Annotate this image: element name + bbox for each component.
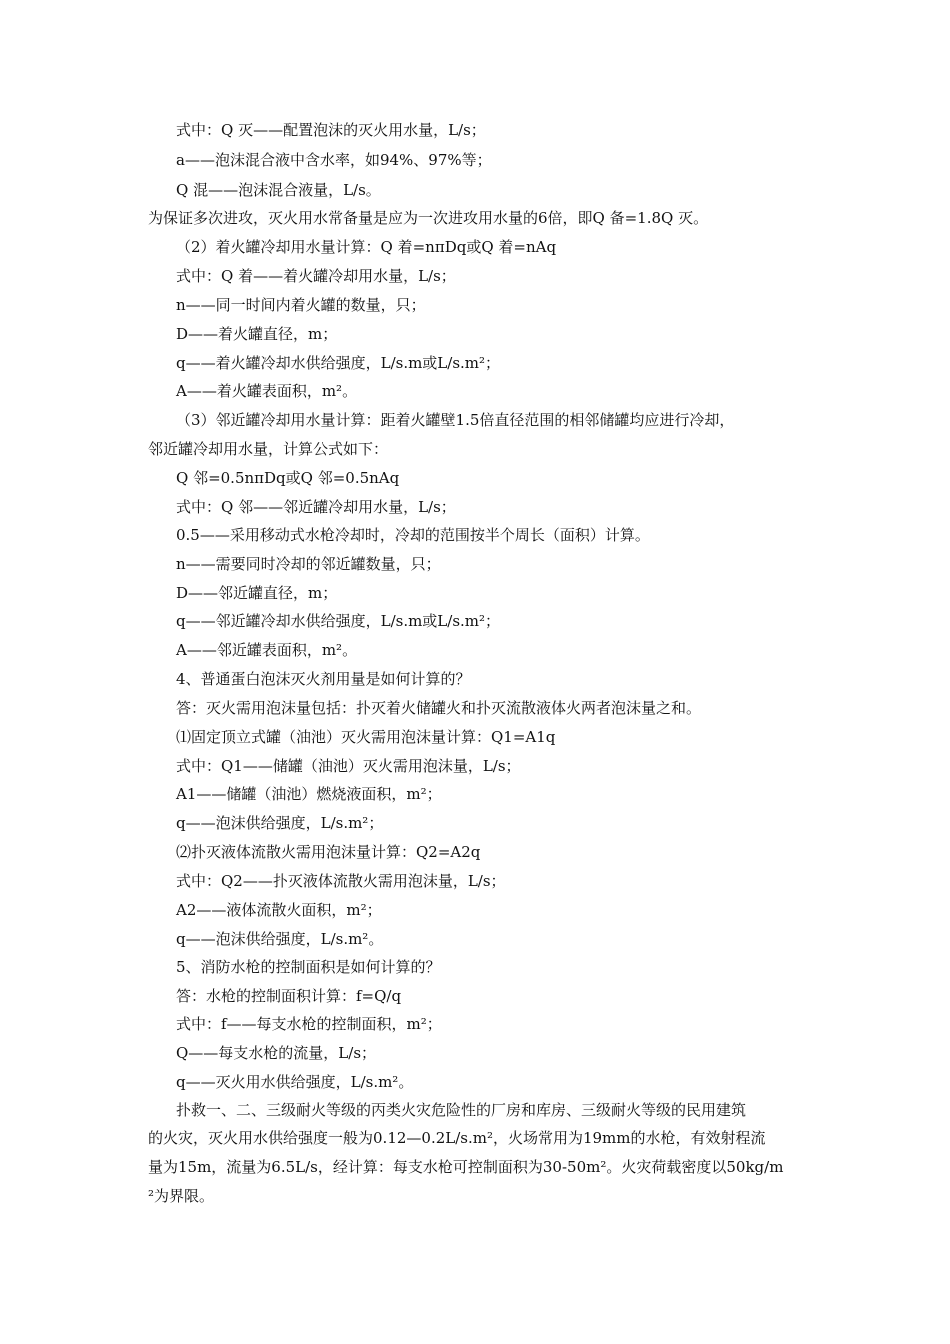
text-line: 5、消防水枪的控制面积是如何计算的？ <box>176 958 441 976</box>
text-line: q——着火罐冷却水供给强度，L/s.m或L/s.m²； <box>176 354 501 372</box>
text-line: 答：水枪的控制面积计算：f=Q/q <box>176 987 402 1005</box>
text-line: A1——储罐（油池）燃烧液面积，m²； <box>176 785 442 803</box>
text-line: q——邻近罐冷却水供给强度，L/s.m或L/s.m²； <box>176 612 501 630</box>
text-line: A——着火罐表面积，m²。 <box>176 382 358 400</box>
text-line: 式中：f——每支水枪的控制面积，m²； <box>176 1015 442 1033</box>
text-line: 0.5——采用移动式水枪冷却时，冷却的范围按半个周长（面积）计算。 <box>176 526 650 544</box>
text-line: ²为界限。 <box>148 1187 215 1205</box>
text-line: 的火灾，灭火用水供给强度一般为0.12—0.2L/s.m²，火场常用为19mm的水枪，有效射程流 <box>148 1129 766 1147</box>
text-line: 扑救一、二、三级耐火等级的丙类火灾危险性的厂房和库房、三级耐火等级的民用建筑 <box>176 1101 747 1119</box>
text-line: ⑵扑灭液体流散火需用泡沫量计算：Q2=A2q <box>176 843 481 861</box>
text-line: 4、普通蛋白泡沫灭火剂用量是如何计算的？ <box>176 670 471 688</box>
text-line: q——灭火用水供给强度，L/s.m²。 <box>176 1073 414 1091</box>
text-line: 式中：Q 灭——配置泡沫的灭火用水量，L/s； <box>176 121 486 139</box>
text-line: 式中：Q1——储罐（油池）灭火需用泡沫量，L/s； <box>176 757 521 775</box>
text-line: n——需要同时冷却的邻近罐数量，只； <box>176 555 441 573</box>
text-line: （3）邻近罐冷却用水量计算：距着火罐壁1.5倍直径范围的相邻储罐均应进行冷却， <box>176 411 735 429</box>
text-line: D——着火罐直径，m； <box>176 325 338 343</box>
text-line: ⑴固定顶立式罐（油池）灭火需用泡沫量计算：Q1=A1q <box>176 728 556 746</box>
text-line: Q 混——泡沫混合液量，L/s。 <box>176 181 381 199</box>
text-line: （2）着火罐冷却用水量计算：Q 着=nπDq或Q 着=nAq <box>176 238 557 256</box>
text-line: A2——液体流散火面积，m²； <box>176 901 382 919</box>
text-line: 量为15m，流量为6.5L/s，经计算：每支水枪可控制面积为30-50m²。火灾荷载密度以50kg/m <box>148 1158 784 1176</box>
text-line: q——泡沫供给强度，L/s.m²。 <box>176 930 384 948</box>
text-line: A——邻近罐表面积，m²。 <box>176 641 358 659</box>
text-line: Q 邻=0.5nπDq或Q 邻=0.5nAq <box>176 469 400 487</box>
text-line: n——同一时间内着火罐的数量，只； <box>176 296 426 314</box>
text-line: a——泡沫混合液中含水率，如94%、97%等； <box>176 151 492 169</box>
text-line: 式中：Q 邻——邻近罐冷却用水量，L/s； <box>176 498 456 516</box>
text-line: 答：灭火需用泡沫量包括：扑灭着火储罐火和扑灭流散液体火两者泡沫量之和。 <box>176 699 702 717</box>
text-line: 为保证多次进攻，灭火用水常备量是应为一次进攻用水量的6倍，即Q 备=1.8Q 灭。 <box>148 209 709 227</box>
text-line: 式中：Q 着——着火罐冷却用水量，L/s； <box>176 267 456 285</box>
text-line: Q——每支水枪的流量，L/s； <box>176 1044 377 1062</box>
text-line: q——泡沫供给强度，L/s.m²； <box>176 814 384 832</box>
text-line: 式中：Q2——扑灭液体流散火需用泡沫量，L/s； <box>176 872 506 890</box>
text-line: 邻近罐冷却用水量，计算公式如下： <box>148 440 389 458</box>
text-line: D——邻近罐直径，m； <box>176 584 338 602</box>
